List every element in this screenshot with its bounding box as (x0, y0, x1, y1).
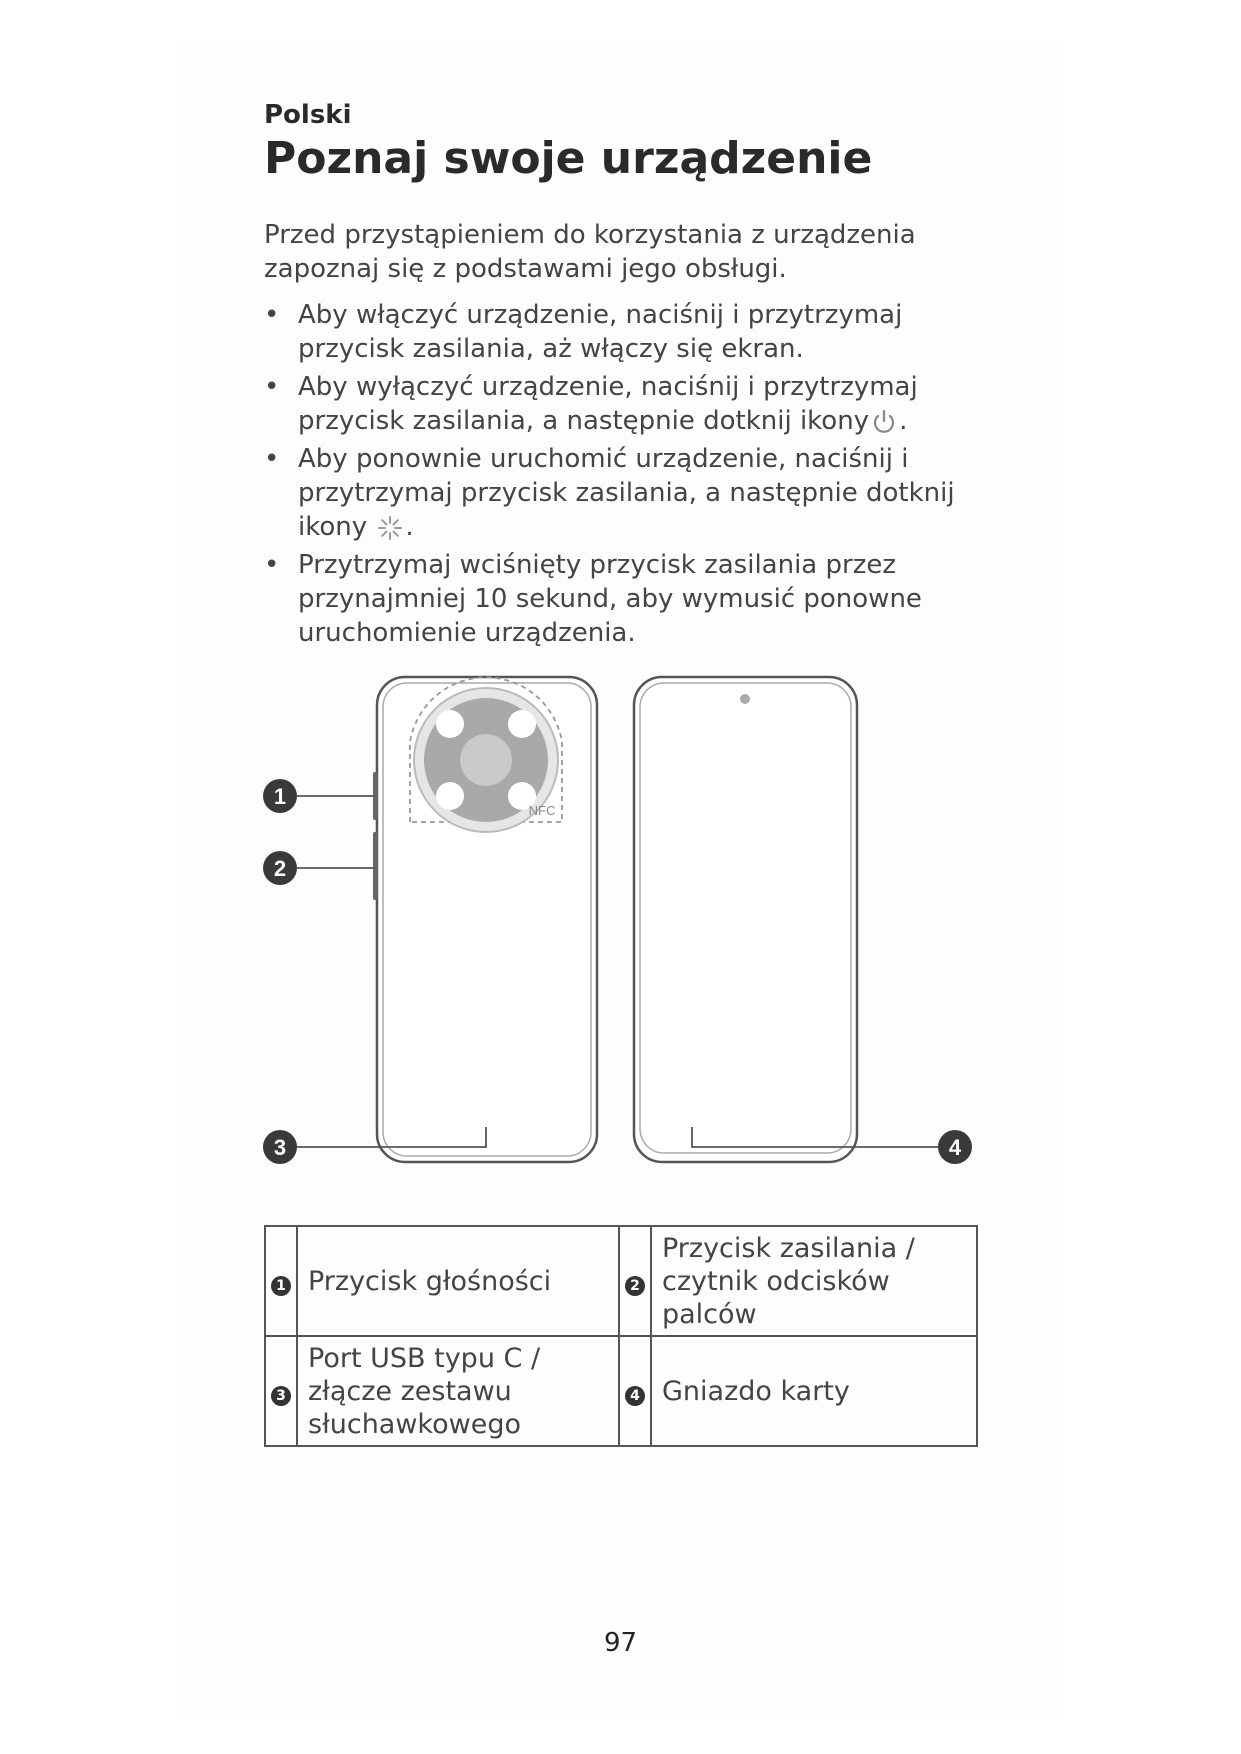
component-legend-table (264, 1225, 978, 1447)
callout-1 (263, 779, 297, 813)
legend-number-cell (619, 1226, 651, 1336)
instruction-item (264, 442, 1004, 544)
svg-text:1: 1 (273, 784, 287, 809)
legend-badge-4: 4 (625, 1386, 645, 1406)
phone-back (373, 677, 597, 1162)
legend-row (265, 1226, 977, 1336)
power-icon (869, 407, 899, 437)
callout-4 (938, 1130, 972, 1164)
instruction-suffix: . (405, 512, 414, 542)
page-number: 97 (603, 1628, 638, 1658)
legend-badge-1: 1 (271, 1276, 291, 1296)
page-title: Poznaj swoje urządzenie (264, 133, 873, 184)
instruction-list (264, 298, 1004, 654)
callout-2 (263, 851, 297, 885)
svg-text:4: 4 (948, 1135, 962, 1160)
legend-number-cell (265, 1226, 297, 1336)
instruction-text: Aby ponownie uruchomić urządzenie, naciśnij i przytrzymaj przycisk zasilania, a następnie dotknij ikony (298, 444, 955, 542)
instruction-item (264, 548, 1004, 650)
instruction-text: Aby wyłączyć urządzenie, naciśnij i przytrzymaj przycisk zasilania, a następnie dotknij ikony (298, 372, 918, 436)
legend-number-cell (619, 1336, 651, 1446)
nfc-label: NFC (528, 803, 556, 818)
language-label: Polski (264, 100, 352, 130)
device-illustration (250, 672, 990, 1212)
legend-number-cell (265, 1336, 297, 1446)
instruction-item (264, 370, 1004, 438)
legend-label-volume: Przycisk głośności (297, 1226, 619, 1336)
front-camera (740, 694, 750, 704)
legend-badge-3: 3 (271, 1386, 291, 1406)
svg-text:3: 3 (273, 1135, 287, 1160)
callout-3 (263, 1130, 297, 1164)
instruction-text: Aby włączyć urządzenie, naciśnij i przytrzymaj przycisk zasilania, aż włączy się ekran. (298, 300, 903, 364)
intro-paragraph: Przed przystąpieniem do korzystania z urządzenia zapoznaj się z podstawami jego obsługi. (264, 220, 916, 284)
restart-icon (375, 513, 405, 543)
legend-label-power: Przycisk zasilania / czytnik odcisków palców (651, 1226, 977, 1336)
power-button (373, 832, 378, 900)
legend-badge-2: 2 (625, 1276, 645, 1296)
legend-row (265, 1336, 977, 1446)
instruction-suffix: . (899, 406, 908, 436)
instruction-item (264, 298, 1004, 366)
legend-label-card-slot: Gniazdo karty (651, 1336, 977, 1446)
instruction-text: Przytrzymaj wciśnięty przycisk zasilania przez przynajmniej 10 sekund, aby wymusić ponowne uruchomienie urządzenia. (298, 550, 922, 648)
phone-front (634, 677, 857, 1162)
legend-label-usb: Port USB typu C / złącze zestawu słuchawkowego (297, 1336, 619, 1446)
svg-text:2: 2 (273, 856, 287, 881)
